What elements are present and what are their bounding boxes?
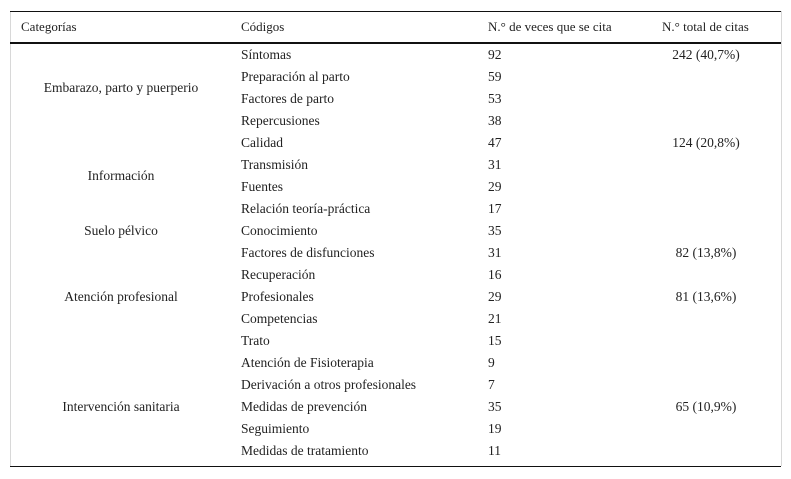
count-cell: 53 [488, 91, 502, 106]
header-total: N.° total de citas [662, 19, 749, 34]
code-cell: Relación teoría-práctica [241, 201, 371, 216]
count-cell: 59 [488, 69, 502, 84]
count-cell: 11 [488, 443, 501, 458]
code-cell: Factores de parto [241, 91, 334, 106]
bottom-rule [10, 466, 781, 467]
code-cell: Transmisión [241, 157, 309, 172]
code-cell: Atención de Fisioterapia [241, 355, 374, 370]
count-cell: 31 [488, 245, 502, 260]
top-rule [10, 11, 781, 12]
category-intervencion-sanitaria: Intervención sanitaria [62, 399, 180, 414]
code-cell: Conocimiento [241, 223, 318, 238]
count-cell: 29 [488, 289, 502, 304]
code-cell: Preparación al parto [241, 69, 350, 84]
code-cell: Profesionales [241, 289, 314, 304]
header-codigos: Códigos [241, 19, 285, 34]
count-cell: 47 [488, 135, 502, 150]
count-cell: 38 [488, 113, 502, 128]
category-suelo-pelvico: Suelo pélvico [84, 223, 158, 238]
count-cell: 7 [488, 377, 495, 392]
count-cell: 16 [488, 267, 502, 282]
header-veces: N.° de veces que se cita [488, 19, 612, 34]
header-rule [10, 42, 781, 44]
code-cell: Derivación a otros profesionales [241, 377, 417, 392]
count-cell: 35 [488, 223, 502, 238]
total-suelo-pelvico: 82 (13,8%) [675, 245, 737, 260]
code-cell: Recuperación [241, 267, 316, 282]
count-cell: 92 [488, 47, 502, 62]
total-intervencion-sanitaria: 65 (10,9%) [675, 399, 737, 414]
count-cell: 9 [488, 355, 495, 370]
code-cell: Seguimiento [241, 421, 310, 436]
code-cell: Medidas de tratamiento [241, 443, 369, 458]
count-cell: 19 [488, 421, 502, 436]
code-cell: Fuentes [241, 179, 283, 194]
total-informacion: 124 (20,8%) [672, 135, 740, 150]
code-cell: Trato [241, 333, 270, 348]
code-cell: Competencias [241, 311, 318, 326]
count-cell: 29 [488, 179, 502, 194]
code-cell: Medidas de prevención [241, 399, 367, 414]
category-atencion-profesional: Atención profesional [64, 289, 178, 304]
code-cell: Repercusiones [241, 113, 320, 128]
category-informacion: Información [87, 168, 155, 183]
count-cell: 21 [488, 311, 502, 326]
total-embarazo: 242 (40,7%) [672, 47, 740, 62]
count-cell: 35 [488, 399, 502, 414]
code-cell: Calidad [241, 135, 283, 150]
category-embarazo: Embarazo, parto y puerperio [43, 80, 199, 95]
header-categorias: Categorías [21, 19, 77, 34]
total-atencion-profesional: 81 (13,6%) [675, 289, 737, 304]
code-cell: Síntomas [241, 47, 292, 62]
count-cell: 17 [488, 201, 502, 216]
count-cell: 15 [488, 333, 502, 348]
code-cell: Factores de disfunciones [241, 245, 375, 260]
count-cell: 31 [488, 157, 502, 172]
